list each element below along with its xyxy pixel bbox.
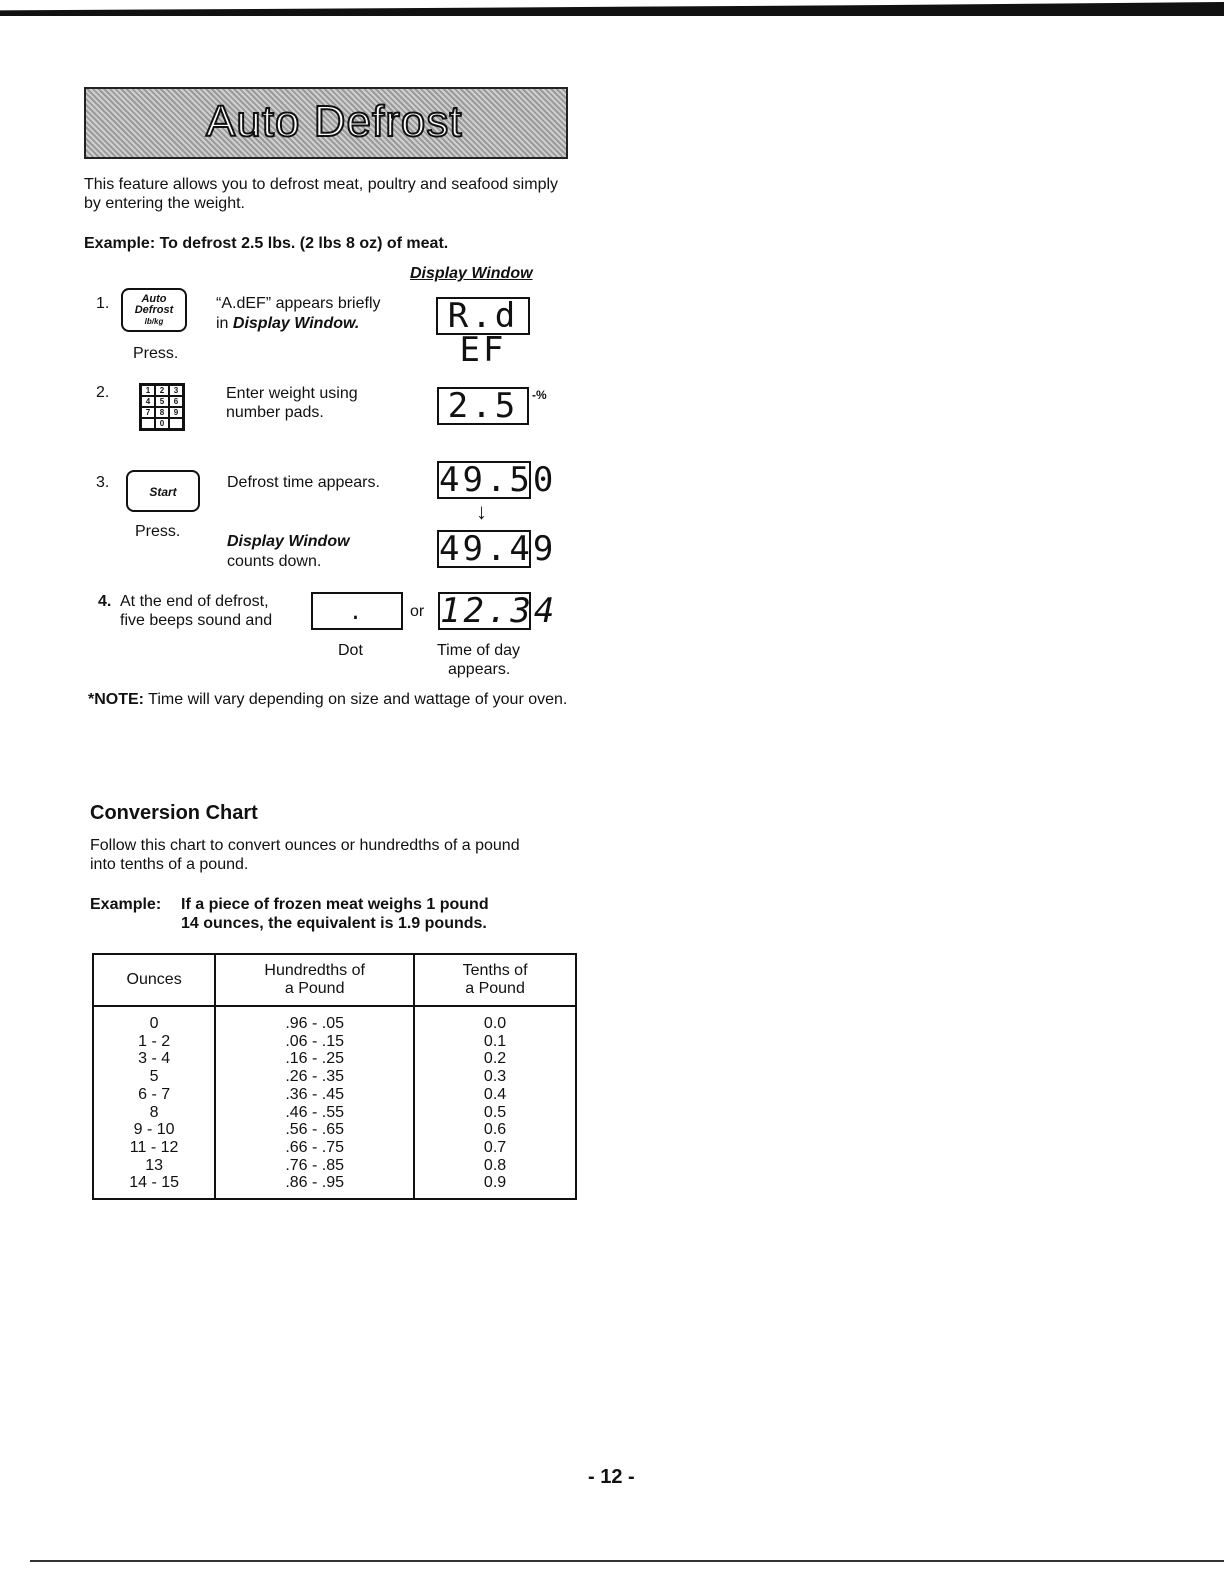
- table-cell: 0: [149, 1015, 159, 1032]
- table-cell: 0.3: [483, 1068, 507, 1086]
- column-header: Tenths of a Pound: [414, 954, 576, 1006]
- display-window-lcd: 2.5: [437, 387, 529, 425]
- ounces-column: [93, 1006, 215, 1199]
- key-label-line: Auto: [141, 293, 167, 305]
- example-text: Example: To defrost 2.5 lbs. (2 lbs 8 oz) of meat.: [84, 235, 449, 252]
- note-text: Time will vary depending on size and wattage of your oven.: [144, 691, 568, 708]
- lcd-indicator: ‑%: [532, 388, 547, 402]
- table-cell: 3 - 4: [138, 1050, 171, 1068]
- dot-label: Dot: [338, 642, 363, 659]
- section-banner: [84, 87, 568, 159]
- table-cell: .76 - .85: [285, 1156, 345, 1174]
- table-cell: 0.7: [483, 1138, 507, 1156]
- table-cell: 0.2: [483, 1050, 507, 1068]
- conversion-example-label: Example:: [90, 896, 162, 913]
- numpad-key: 8: [155, 407, 169, 418]
- time-of-day-label: appears.: [448, 661, 511, 678]
- top-rule: [0, 2, 1224, 16]
- numpad-key: [141, 418, 155, 429]
- table-cell: 1 - 2: [138, 1032, 171, 1050]
- table-cell: 0.1: [483, 1032, 507, 1050]
- table-cell: 6 - 7: [138, 1085, 171, 1103]
- step-text: “A.dEF” appears briefly: [216, 295, 381, 312]
- table-cell: 0.6: [483, 1121, 507, 1139]
- numpad-key: 5: [155, 396, 169, 407]
- banner-title: Auto Defrost: [206, 97, 463, 146]
- display-window-lcd: R.d EF: [436, 297, 530, 335]
- key-label-line: lb/kg: [144, 317, 164, 326]
- table-cell: .86 - .95: [285, 1174, 345, 1192]
- numpad-key: 7: [141, 407, 155, 418]
- conversion-example-text: If a piece of frozen meat weighs 1 pound: [181, 896, 489, 913]
- step-text-emphasis: Display Window: [227, 533, 350, 550]
- table-cell: 13: [145, 1156, 164, 1174]
- table-cell: 0.4: [483, 1085, 507, 1103]
- column-header: Ounces: [93, 954, 215, 1006]
- step-number: 3.: [96, 474, 110, 491]
- step-text: counts down.: [227, 553, 322, 570]
- table-cell: 0.9: [483, 1174, 507, 1192]
- table-cell: 14 - 15: [129, 1174, 180, 1192]
- numpad-key: [169, 418, 183, 429]
- table-cell: .26 - .35: [285, 1068, 345, 1086]
- table-cell: .06 - .15: [285, 1032, 345, 1050]
- numpad-key: 0: [155, 418, 169, 429]
- table-cell: 0.5: [483, 1103, 507, 1121]
- step-caption: Press.: [133, 345, 179, 362]
- display-window-lcd: 49.49: [439, 529, 557, 569]
- note: [88, 690, 568, 709]
- table-cell: .56 - .65: [285, 1121, 345, 1139]
- table-cell: .16 - .25: [285, 1050, 345, 1068]
- column-header: Hundredths of a Pound: [215, 954, 414, 1006]
- table-cell: .66 - .75: [285, 1138, 345, 1156]
- table-header-row: [93, 954, 576, 1006]
- numpad-key: 2: [155, 385, 169, 396]
- numpad-key: 3: [169, 385, 183, 396]
- table-cell: .46 - .55: [285, 1103, 345, 1121]
- numpad-key: 9: [169, 407, 183, 418]
- table-cell: 8: [149, 1103, 159, 1121]
- tenths-column: [414, 1006, 576, 1199]
- note-label: *NOTE:: [88, 691, 144, 708]
- time-of-day-label: Time of day: [437, 642, 520, 659]
- table-cell: 5: [149, 1068, 159, 1086]
- numpad-key: 6: [169, 396, 183, 407]
- intro-text: This feature allows you to defrost meat, poultry and seafood simply by entering the weight.: [84, 176, 559, 212]
- numpad-key: 4: [141, 396, 155, 407]
- time-of-day-lcd: 12.34: [440, 591, 558, 631]
- start-key-icon: Start: [126, 470, 200, 512]
- hundredths-column: [215, 1006, 414, 1199]
- or-text: or: [410, 603, 425, 620]
- step-text-emphasis: Display Window.: [232, 315, 360, 332]
- table-body-row: [93, 1006, 576, 1199]
- step-text-prefix: in: [216, 315, 233, 332]
- conversion-example-text: 14 ounces, the equivalent is 1.9 pounds.: [181, 915, 487, 932]
- step-text: Defrost time appears.: [227, 474, 380, 491]
- table-cell: .96 - .05: [285, 1015, 345, 1032]
- step-text: five beeps sound and: [120, 612, 273, 629]
- numpad-key: 1: [141, 385, 155, 396]
- number-pad-icon: [139, 383, 185, 431]
- dot-display-lcd: .: [311, 592, 403, 630]
- page-number: - 12 -: [588, 1466, 635, 1488]
- step-number: 4.: [98, 593, 112, 610]
- bottom-rule: [30, 1560, 1224, 1562]
- arrow-down-icon: ↓: [476, 499, 487, 524]
- conversion-description: Follow this chart to convert ounces or hundredths of a pound into tenths of a pound.: [90, 837, 520, 873]
- step-text: [216, 314, 359, 333]
- conversion-table: [92, 953, 577, 1200]
- table-cell: 0.8: [483, 1156, 507, 1174]
- step-caption: Press.: [135, 523, 181, 540]
- table-cell: 0.0: [483, 1015, 507, 1032]
- step-number: 2.: [96, 384, 110, 401]
- conversion-heading: Conversion Chart: [90, 802, 258, 824]
- table-cell: 11 - 12: [129, 1138, 179, 1156]
- display-window-heading: Display Window: [410, 265, 533, 282]
- table-cell: 9 - 10: [133, 1121, 175, 1139]
- table-cell: .36 - .45: [285, 1085, 345, 1103]
- key-label-line: Defrost: [134, 304, 174, 316]
- display-window-lcd: 49.50: [439, 460, 557, 500]
- auto-defrost-key-icon: [121, 288, 187, 332]
- step-text: At the end of defrost,: [120, 593, 269, 610]
- step-number: 1.: [96, 295, 110, 312]
- step-text: Enter weight using number pads.: [226, 385, 358, 421]
